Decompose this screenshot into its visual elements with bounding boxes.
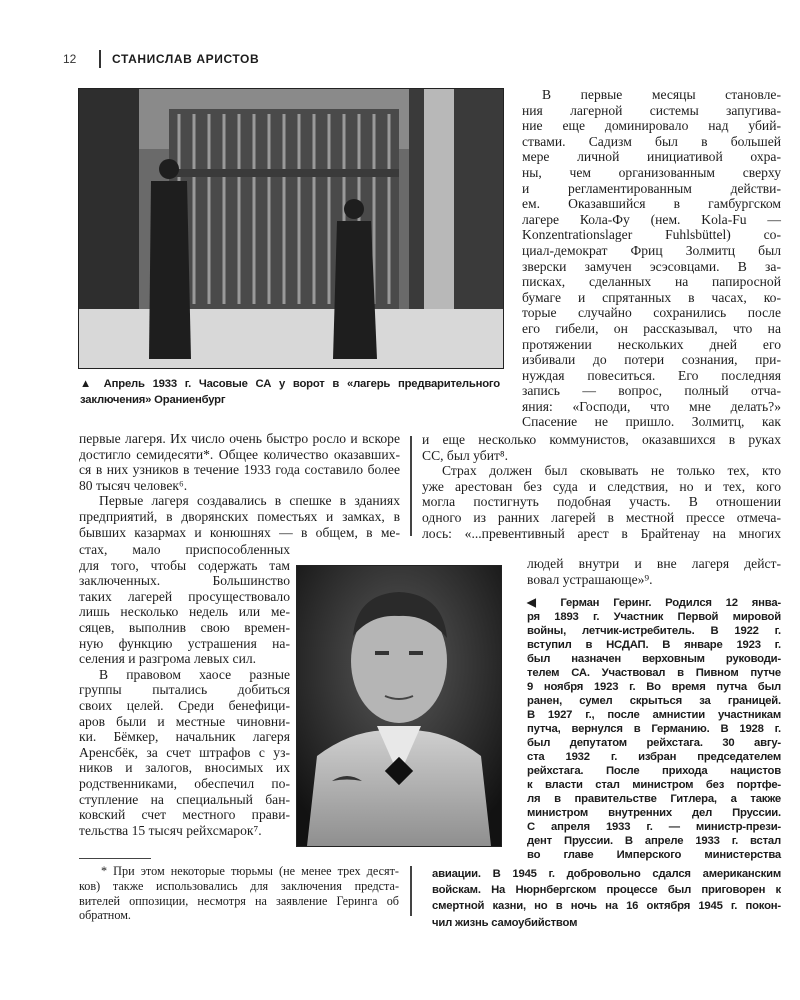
- text-line: к власти стал министром без портфе-: [527, 779, 781, 791]
- text-line: ста 1932 г. избран председателем: [527, 751, 781, 763]
- text-line: В первые месяцы становле-: [542, 87, 781, 102]
- text-line: бумаге и спрятанных в часах, ко-: [522, 289, 781, 305]
- text-line: ля в правительстве Гитлера, а также: [527, 793, 781, 805]
- text-line: ранен, сумел скрыться за границей.: [527, 695, 781, 707]
- text-line: ковский счет местного прави-: [79, 807, 290, 823]
- quote-ending: [527, 556, 781, 587]
- text-line: таких лагерей просуществовало: [79, 588, 290, 604]
- text-line: ние еще доминировало над убий-: [522, 118, 781, 134]
- text-line: во главе Имперского министерства: [527, 849, 781, 861]
- text-line: Спасение не пришло. Золмитц, как: [522, 414, 781, 430]
- text-line: нуждая повеситься. Его последняя: [522, 367, 781, 383]
- text-line: войны, летчик-истребитель. В 1922 г.: [527, 625, 781, 637]
- text-line: ки. Бёмкер, начальник лагеря: [79, 729, 290, 745]
- footnote: [79, 864, 399, 923]
- right-column-text-top: [522, 87, 781, 430]
- text-line: яния: «Господи, что мне делать?»: [522, 398, 781, 414]
- text-line: писках, сделанных на папиросной: [522, 274, 781, 290]
- text-line: обратном.: [79, 908, 131, 923]
- text-line: ков) также использовались для заключения предста-: [79, 878, 399, 893]
- left-column-text-top: [79, 431, 400, 540]
- text-line: * При этом некоторые тюрьмы (не менее трех десят-: [101, 864, 399, 878]
- text-line: его гибели, он рассказывал, что на: [522, 320, 781, 336]
- text-line: заключения» Ораниенбург: [80, 394, 226, 407]
- photo2-caption-continued: [432, 866, 781, 931]
- text-line: ◀ Герман Геринг. Родился 12 янва-: [527, 597, 781, 609]
- text-line: ▲ Апрель 1933 г. Часовые СА у ворот в «лагерь предварительного: [80, 378, 500, 390]
- photo2-caption: [527, 596, 781, 862]
- header-divider: [99, 50, 101, 68]
- running-header-author: СТАНИСЛАВ АРИСТОВ: [112, 52, 260, 66]
- text-line: Первые лагеря создавались в спешке в зданиях: [99, 493, 400, 509]
- text-line: сяцев, выполнив свою времен-: [79, 619, 290, 635]
- text-line: С апреля 1933 г. — министр-прези-: [527, 821, 781, 833]
- text-line: запись — вопрос, полный отча-: [522, 383, 781, 399]
- text-line: для того, чтобы содержать там: [79, 557, 290, 573]
- text-line: телем СА. Участвовал в Пивном путче: [527, 667, 781, 679]
- text-line: СС, был убит⁸.: [422, 447, 509, 463]
- text-line: селения и разгрома левых сил.: [79, 651, 257, 667]
- text-line: лось: «...превентивный арест в Брайтенау на многих: [422, 525, 781, 541]
- text-line: войскам. На Нюрнбергском процессе был приговорен к: [432, 884, 781, 897]
- text-line: 80 тысяч человек⁶.: [79, 477, 188, 493]
- text-line: могла постигнуть подобная участь. В отношении: [422, 494, 781, 510]
- text-line: стах, мало приспособленных: [79, 542, 290, 557]
- photo-goering-portrait: [296, 565, 502, 847]
- text-line: Аренсбёк, за счет штрафов с уз-: [79, 744, 290, 760]
- text-line: группы пытались добиться: [79, 682, 290, 698]
- text-line: ния лагерной системы запугива-: [522, 102, 781, 118]
- text-line: авиации. В 1945 г. добровольно сдался американским: [432, 868, 781, 880]
- text-line: ную функцию устрашения на-: [79, 635, 290, 651]
- text-line: ся в них узников в течение 1933 года составило более: [79, 462, 400, 478]
- text-line: людей внутри и вне лагеря дейст-: [527, 556, 781, 571]
- text-line: мере личной инициативой охра-: [522, 149, 781, 165]
- text-line: избивали до потери сознания, при-: [522, 352, 781, 368]
- text-line: и еще несколько коммунистов, оказавшихся в руках: [422, 432, 781, 447]
- left-column-text-narrow: [79, 542, 290, 838]
- text-line: вступил в НСДАП. В январе 1923 г.: [527, 639, 781, 651]
- text-line: дент Пруссии. В апреле 1933 г. встал: [527, 835, 781, 847]
- text-line: лишь несколько недель или ме-: [79, 604, 290, 620]
- text-line: лагере Кола-Фу (нем. Kola-Fu —: [522, 211, 781, 227]
- text-line: Konzentrationslager Fuhlsbüttel) со-: [522, 227, 781, 243]
- text-line: уже арестован без суда и следствия, но и тех, кого: [422, 478, 781, 494]
- text-line: ступление на специальный бан-: [79, 791, 290, 807]
- text-line: смертной казни, но в ночь на 16 октября 1945 г. покон-: [432, 900, 781, 913]
- text-line: бывших казармах и конюшнях — в общем, в ме-: [79, 524, 400, 540]
- column-rule: [410, 866, 412, 916]
- text-line: ря 1893 г. Участник Первой мировой: [527, 611, 781, 623]
- text-line: тельства 15 тысяч рейхсмарок⁷.: [79, 822, 262, 838]
- text-line: циал-демократ Фриц Золмитц был: [522, 242, 781, 258]
- text-line: рейхстага. После прихода нацистов: [527, 765, 781, 777]
- text-line: вителей оппозиции, несмотря на заявление Геринга об: [79, 893, 399, 908]
- text-line: зверски замучен эсэсовцами. В за-: [522, 258, 781, 274]
- text-line: предприятий, в дворянских поместьях и замках, в: [79, 508, 400, 524]
- text-line: родственниками, обеспечил по-: [79, 775, 290, 791]
- text-line: первые лагеря. Их число очень быстро росло и вскоре: [79, 431, 400, 446]
- text-line: заключенных. Большинство: [79, 573, 290, 589]
- text-line: Страх должен был сковывать не только тех, кто: [442, 463, 781, 479]
- text-line: В 1927 г., после амнистии участникам: [527, 709, 781, 721]
- text-line: ем. Оказавшийся в гамбургском: [522, 196, 781, 212]
- text-line: министром внутренних дел Пруссии.: [527, 807, 781, 819]
- text-line: и регламентированным действи-: [522, 180, 781, 196]
- column-rule: [410, 436, 412, 536]
- text-line: протяжении нескольких дней его: [522, 336, 781, 352]
- text-line: ников и залогов, вносимых их: [79, 760, 290, 776]
- text-line: торые случайно сохранились после: [522, 305, 781, 321]
- text-line: путча, вернулся в Германию. В 1928 г.: [527, 723, 781, 735]
- text-line: чил жизнь самоубийством: [432, 916, 578, 929]
- page-number: 12: [63, 52, 77, 66]
- text-line: вовал устрашающе»⁹.: [527, 571, 653, 587]
- text-line: достигло семидесяти*. Общее количество оказавших-: [79, 446, 400, 462]
- text-line: аров были и местные чиновни-: [79, 713, 290, 729]
- text-line: одного из ранних лагерей в местной прессе отмеча-: [422, 509, 781, 525]
- photo1-caption: [80, 376, 500, 408]
- text-line: 9 ноября 1923 г. Во время путча был: [527, 681, 781, 693]
- text-line: был назначен верховным руководи-: [527, 653, 781, 665]
- text-line: В правовом хаосе разные: [99, 666, 290, 682]
- photo-gate-guards: [78, 88, 504, 369]
- text-line: был депутатом рейхстага. 30 авгу-: [527, 737, 781, 749]
- right-column-text-middle: [422, 432, 781, 541]
- text-line: ствами. Садизм был в большей: [522, 133, 781, 149]
- text-line: ны, чем организованным сверху: [522, 164, 781, 180]
- text-line: своих целей. Среди бенефици-: [79, 697, 290, 713]
- footnote-rule: [79, 858, 151, 859]
